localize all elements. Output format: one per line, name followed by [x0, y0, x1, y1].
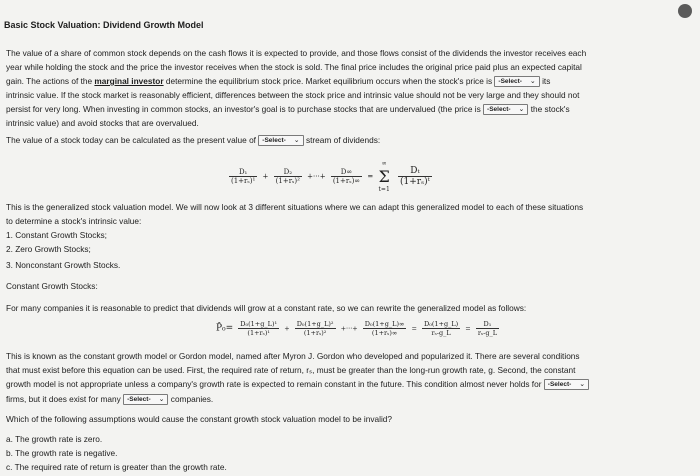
select-firm-type-1[interactable]: -Select- ⌄ [544, 379, 589, 390]
select-firm-type-2[interactable]: -Select- ⌄ [123, 394, 168, 405]
chevron-down-icon: ⌄ [518, 106, 525, 114]
select-dividend-stream[interactable]: -Select- ⌄ [258, 135, 303, 146]
gordon-line-2: that must exist before this equation can be used. First, the required rate of return, rₛ, must be greater than the long-run growth rate, g. Second, the constant [6, 365, 576, 375]
question-text: Which of the following assumptions would cause the constant growth stock valuation model to be invalid? [6, 414, 393, 424]
chevron-down-icon: ⌄ [529, 78, 536, 86]
general-line-1: This is the generalized stock valuation model. We will now look at 3 different situations where we can adapt this generalized model to each of these situations [6, 202, 584, 212]
select-undervalued-relation[interactable]: -Select- ⌄ [483, 104, 528, 115]
intro-line-2: year while holding the stock and the price the investor receives when the stock is sold. The final price includes the original price paid plus an expected capital [6, 62, 582, 72]
section-heading-constant: Constant Growth Stocks: [6, 281, 98, 291]
intro-line-3: gain. The actions of the marginal investor determine the equilibrium stock price. Market equilibrium occurs when the stock's price is -Select- ⌄ its [6, 76, 551, 86]
chevron-down-icon: ⌄ [158, 396, 165, 404]
chevron-down-icon: ⌄ [293, 137, 300, 145]
answer-option-c[interactable]: c. The required rate of return is greater than the growth rate. [6, 462, 227, 472]
gordon-line-1: This is known as the constant growth model or Gordon model, named after Myron J. Gordon who developed and popularized it. There are several conditions [6, 351, 580, 361]
general-line-2: to determine a stock's intrinsic value: [6, 216, 142, 226]
marginal-investor-term: marginal investor [94, 76, 164, 86]
list-item-zero: 2. Zero Growth Stocks; [6, 244, 91, 254]
intro-line-4: intrinsic value. If the stock market is reasonably efficient, differences between the stock price and intrinsic value should not be very large and they should not [6, 90, 580, 100]
constant-growth-formula: P̂₀= $\frac{\text{D₀(1+g\_L)¹}}{\text{(1+rₛ)¹}}$ + $\frac{\text{D₀(1+g\_L)²}}{\text{(1+rₛ)²}}$ +···+ $\frac{\text{D₀(1+g\_L)∞}}{\text{(1+rₛ)∞}}$ = $\frac{\text{D₀(1+g\_L)}}{\text{rₛ-g\_L}}$ = $\frac{\text{D₁}}{\text{rₛ-g\_L}}$ [216, 320, 498, 337]
answer-option-a[interactable]: a. The growth rate is zero. [6, 434, 103, 444]
list-item-nonconstant: 3. Nonconstant Growth Stocks. [6, 260, 121, 270]
intro-line-1: The value of a share of common stock depends on the cash flows it is expected to provide, and those flows consist of the dividends the investor receives each [6, 48, 587, 58]
info-icon[interactable] [678, 4, 692, 18]
summation-symbol: Σ [378, 167, 390, 186]
gordon-line-3: growth model is not appropriate unless a company's growth rate is expected to remain constant in the future. This condition almost never holds for -Select- ⌄ [6, 378, 589, 392]
page-title: Basic Stock Valuation: Dividend Growth Model [4, 20, 204, 30]
constant-line-1: For many companies it is reasonable to predict that dividends will grow at a constant rate, so we can rewrite the generalized model as follows: [6, 303, 527, 313]
intro-line-7: The value of a stock today can be calculated as the present value of -Select- ⌄ stream of dividends: [6, 135, 381, 145]
list-item-constant: 1. Constant Growth Stocks; [6, 230, 107, 240]
chevron-down-icon: ⌄ [579, 381, 586, 389]
gordon-line-4: firms, but it does exist for many -Select- ⌄ companies. [6, 394, 214, 404]
intro-line-6: intrinsic value) and avoid stocks that are overvalued. [6, 118, 199, 128]
answer-option-b[interactable]: b. The growth rate is negative. [6, 448, 118, 458]
general-valuation-formula: $\frac{\text{D₁}}{\text{(1+rₛ)¹}}$ + $\frac{\text{D₂}}{\text{(1+rₛ)²}}$ +···+ $\frac{D\infty}{\text{(1+rₛ)∞}}$ = ∞ Σ t=1 $\frac{\text{Dₜ}}{\text{(1+rₛ)ᵗ}}$ [231, 160, 430, 193]
intro-line-5: persist for very long. When investing in common stocks, an investor's goal is to purchase stocks that are undervalued (the price is -Select- ⌄ the stock's [6, 104, 570, 114]
select-price-vs-value[interactable]: -Select- ⌄ [494, 76, 539, 87]
